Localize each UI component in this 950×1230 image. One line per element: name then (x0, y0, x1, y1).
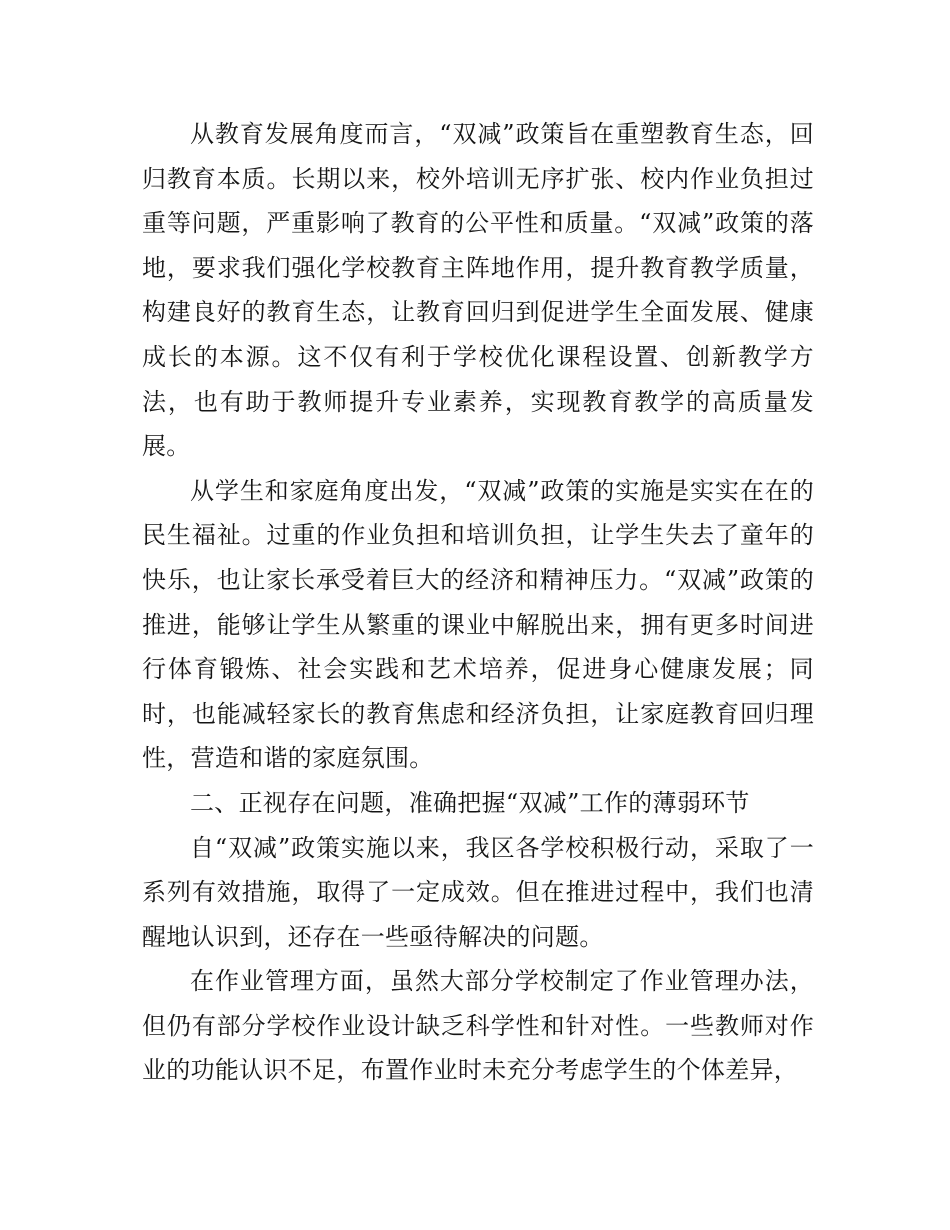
section-heading: 二、正视存在问题，准确把握“双减”工作的薄弱环节 (190, 788, 750, 817)
paragraph: 自“双减”政策实施以来，我区各学校积极行动，采取了一系列有效措施，取得了一定成效。但在推进过程中，我们也清醒地认识到，还存在一些亟待解决的问题。 (142, 833, 814, 951)
paragraph: 从学生和家庭角度出发，“双减”政策的实施是实实在在的民生福祉。过重的作业负担和培训负担，让学生失去了童年的快乐，也让家长承受着巨大的经济和精神压力。“双减”政策的推进，能够让学生从繁重的课业中解脱出来，拥有更多时间进行体育锻炼、社会实践和艺术培养，促进身心健康发展；同时，也能减轻家长的教育焦虑和经济负担，让家庭教育回归理性，营造和谐的家庭氛围。 (142, 476, 814, 773)
paragraph: 在作业管理方面，虽然大部分学校制定了作业管理办法，但仍有部分学校作业设计缺乏科学性和针对性。一些教师对作业的功能认识不足，布置作业时未充分考虑学生的个体差异， (142, 967, 814, 1085)
document-body (142, 112, 814, 1093)
paragraph: 从教育发展角度而言，“双减”政策旨在重塑教育生态，回归教育本质。长期以来，校外培训无序扩张、校内作业负担过重等问题，严重影响了教育的公平性和质量。“双减”政策的落地，要求我们强化学校教育主阵地作用，提升教育教学质量，构建良好的教育生态，让教育回归到促进学生全面发展、健康成长的本源。这不仅有利于学校优化课程设置、创新教学方法，也有助于教师提升专业素养，实现教育教学的高质量发展。 (142, 120, 814, 461)
